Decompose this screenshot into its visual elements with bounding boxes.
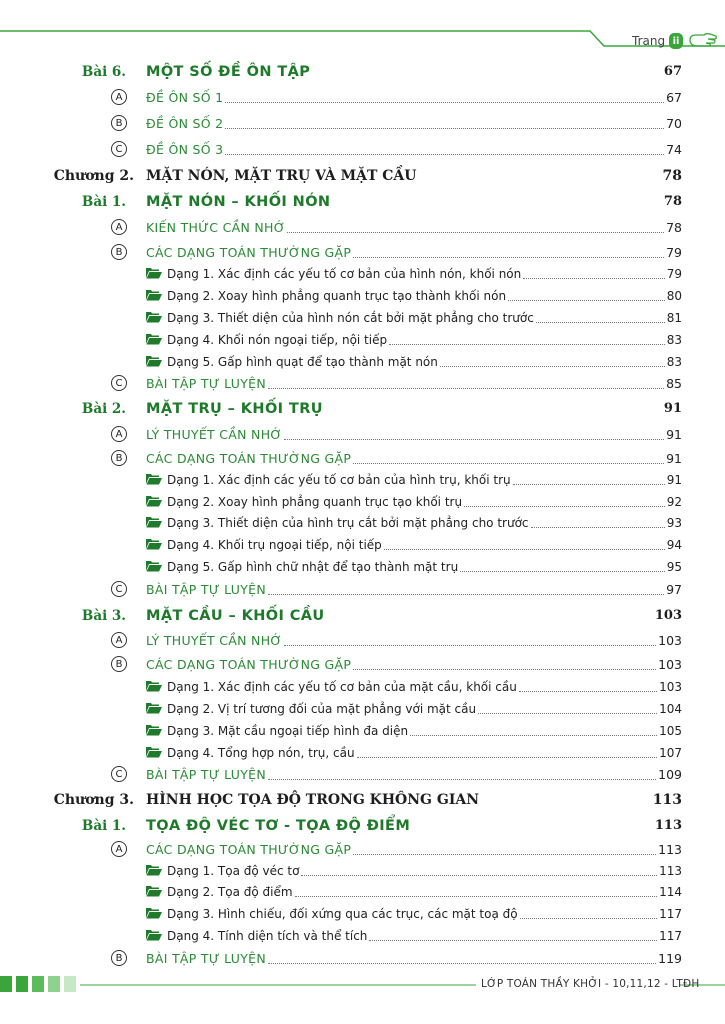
page-number: 113 (652, 792, 682, 808)
lesson-label: Bài 6. (81, 64, 126, 80)
folder-open-icon (146, 929, 162, 941)
folder-open-icon (146, 289, 162, 301)
page-number: 78 (666, 220, 682, 235)
lesson-title: MỘT SỐ ĐỀ ÔN TẬP (146, 64, 311, 80)
item-title: Dạng 1. Xác định các yếu tố cơ bản của mặt cầu, khối cầu (167, 680, 517, 694)
toc-entry-section[interactable] (0, 765, 725, 785)
toc-entry-item[interactable] (0, 352, 725, 372)
dotted-leader (464, 506, 665, 507)
chapter-label: Chương 2. (53, 168, 134, 184)
item-title: Dạng 4. Khối trụ ngoại tiếp, nội tiếp (167, 538, 382, 552)
section-title: LÝ THUYẾT CẦN NHỚ (146, 633, 283, 648)
item-title: Dạng 3. Thiết diện của hình trụ cắt bởi mặt phẳng cho trước (167, 516, 529, 530)
toc-entry-item[interactable] (0, 492, 725, 512)
section-letter-badge: A (111, 219, 127, 235)
dotted-leader (225, 102, 664, 103)
section-letter-badge: A (111, 89, 127, 105)
item-title: Dạng 2. Tọa độ điểm (167, 885, 293, 899)
page-number: 109 (658, 767, 682, 782)
dotted-leader (225, 128, 664, 129)
section-letter-badge: C (111, 581, 127, 597)
section-title: BÀI TẬP TỰ LUYỆN (146, 582, 266, 597)
dotted-leader (301, 875, 657, 876)
page-number: 104 (659, 702, 682, 716)
page-number: 91 (666, 473, 682, 487)
section-title: CÁC DẠNG TOÁN THƯỜNG GẶP (146, 245, 352, 260)
dotted-leader (295, 896, 658, 897)
page-number: 93 (666, 516, 682, 530)
dotted-leader (287, 232, 664, 233)
dotted-leader (284, 645, 656, 646)
toc-entry-item[interactable] (0, 677, 725, 697)
toc-entry-lesson[interactable] (0, 816, 725, 836)
page-number: 78 (662, 168, 682, 184)
toc-entry-item[interactable] (0, 286, 725, 306)
toc-entry-section[interactable] (0, 218, 725, 238)
toc-entry-item[interactable] (0, 699, 725, 719)
toc-entry-item[interactable] (0, 904, 725, 924)
dotted-leader (225, 154, 664, 155)
section-title: CÁC DẠNG TOÁN THƯỜNG GẶP (146, 657, 352, 672)
folder-open-icon (146, 267, 162, 279)
section-letter-badge: B (111, 656, 127, 672)
toc-entry-item[interactable] (0, 513, 725, 533)
item-title: Dạng 3. Hình chiếu, đối xứng qua các trục, các mặt toạ độ (167, 907, 518, 921)
page-number: 107 (659, 746, 682, 760)
page-number: 97 (666, 582, 682, 597)
item-title: Dạng 1. Tọa độ véc tơ (167, 864, 300, 878)
pointing-hand-icon (688, 31, 718, 49)
toc-entry-item[interactable] (0, 882, 725, 902)
page-number: 67 (666, 90, 682, 105)
dotted-leader (478, 713, 657, 714)
item-title: Dạng 4. Tính diện tích và thể tích (167, 929, 368, 943)
toc-entry-item[interactable] (0, 308, 725, 328)
page-number: 113 (654, 818, 682, 833)
lesson-title: MẶT TRỤ – KHỐI TRỤ (146, 401, 323, 417)
dotted-leader (519, 691, 657, 692)
dotted-leader (513, 484, 665, 485)
dotted-leader (353, 669, 656, 670)
item-title: Dạng 1. Xác định các yếu tố cơ bản của hình trụ, khối trụ (167, 473, 511, 487)
lesson-title: TỌA ĐỘ VÉC TƠ - TỌA ĐỘ ĐIỂM (146, 818, 411, 834)
toc-entry-section[interactable] (0, 840, 725, 860)
page-label: Trang (632, 34, 666, 48)
folder-open-icon (146, 864, 162, 876)
toc-entry-lesson[interactable] (0, 192, 725, 212)
folder-open-icon (146, 355, 162, 367)
section-letter-badge: C (111, 766, 127, 782)
page-number: 103 (654, 608, 682, 623)
folder-open-icon (146, 746, 162, 758)
folder-open-icon (146, 907, 162, 919)
lesson-label: Bài 1. (81, 194, 126, 210)
dotted-leader (268, 594, 664, 595)
page-number: 83 (666, 333, 682, 347)
section-letter-badge: A (111, 841, 127, 857)
page-number: 103 (658, 633, 682, 648)
item-title: Dạng 5. Gấp hình chữ nhật để tạo thành mặt trụ (167, 560, 459, 574)
page-number: 105 (659, 724, 682, 738)
dotted-leader (268, 779, 656, 780)
footer-text: LỚP TOÁN THẦY KHỞI - 10,11,12 - LTĐH (481, 978, 700, 990)
section-title: CÁC DẠNG TOÁN THƯỜNG GẶP (146, 842, 352, 857)
folder-open-icon (146, 885, 162, 897)
section-title: BÀI TẬP TỰ LUYỆN (146, 376, 266, 391)
dotted-leader (460, 571, 665, 572)
page-number: 79 (666, 267, 682, 281)
section-title: BÀI TẬP TỰ LUYỆN (146, 951, 266, 966)
folder-open-icon (146, 538, 162, 550)
page-number: 80 (666, 289, 682, 303)
page-number: 95 (666, 560, 682, 574)
toc-entry-chapter[interactable] (0, 166, 725, 186)
dotted-leader (357, 757, 658, 758)
toc-entry-chapter[interactable] (0, 790, 725, 810)
toc-entry-section[interactable] (0, 580, 725, 600)
toc-entry-section[interactable] (0, 140, 725, 160)
toc-entry-section[interactable] (0, 425, 725, 445)
toc-entry-item[interactable] (0, 743, 725, 763)
section-letter-badge: A (111, 426, 127, 442)
chapter-title: HÌNH HỌC TỌA ĐỘ TRONG KHÔNG GIAN (146, 792, 480, 808)
page-number: 114 (659, 885, 682, 899)
folder-open-icon (146, 680, 162, 692)
page-number: 74 (666, 142, 682, 157)
page-number: 103 (658, 657, 682, 672)
toc-entry-item[interactable] (0, 721, 725, 741)
page-number: 113 (658, 842, 682, 857)
toc-entry-section[interactable] (0, 243, 725, 263)
page-number: 117 (659, 929, 682, 943)
dotted-leader (353, 854, 656, 855)
folder-open-icon (146, 724, 162, 736)
section-letter-badge: A (111, 632, 127, 648)
toc-entry-item[interactable] (0, 861, 725, 881)
toc-entry-item[interactable] (0, 557, 725, 577)
toc-entry-section[interactable] (0, 114, 725, 134)
dotted-leader (268, 388, 664, 389)
page-number: 91 (663, 401, 682, 416)
folder-open-icon (146, 473, 162, 485)
toc-entry-item[interactable] (0, 926, 725, 946)
toc-entry-section[interactable] (0, 655, 725, 675)
page-number: 119 (658, 951, 682, 966)
section-title: KIẾN THỨC CẦN NHỚ (146, 220, 286, 235)
folder-open-icon (146, 516, 162, 528)
toc-entry-item[interactable] (0, 330, 725, 350)
section-letter-badge: C (111, 375, 127, 391)
page-number: 94 (666, 538, 682, 552)
chapter-title: MẶT NÓN, MẶT TRỤ VÀ MẶT CẦU (146, 168, 417, 184)
dotted-leader (353, 257, 664, 258)
folder-open-icon (146, 560, 162, 572)
item-title: Dạng 5. Gấp hình quạt để tạo thành mặt nón (167, 355, 438, 369)
dotted-leader (268, 963, 656, 964)
page-number: 79 (666, 245, 682, 260)
folder-open-icon (146, 333, 162, 345)
item-title: Dạng 3. Mặt cầu ngoại tiếp hình đa diện (167, 724, 409, 738)
toc-entry-section[interactable] (0, 88, 725, 108)
section-letter-badge: C (111, 141, 127, 157)
toc-entry-section[interactable] (0, 949, 725, 969)
section-letter-badge: B (111, 115, 127, 131)
dotted-leader (369, 940, 657, 941)
item-title: Dạng 2. Xoay hình phẳng quanh trục tạo khối trụ (167, 495, 463, 509)
toc-entry-lesson[interactable] (0, 606, 725, 626)
item-title: Dạng 3. Thiết diện của hình nón cắt bởi mặt phẳng cho trước (167, 311, 534, 325)
section-letter-badge: B (111, 244, 127, 260)
toc-entry-lesson[interactable] (0, 399, 725, 419)
page-number: 91 (666, 451, 682, 466)
item-title: Dạng 2. Xoay hình phẳng quanh trục tạo thành khối nón (167, 289, 507, 303)
dotted-leader (523, 278, 664, 279)
dotted-leader (410, 735, 657, 736)
dotted-leader (284, 439, 664, 440)
header-rule (0, 0, 725, 60)
page-number: 67 (663, 64, 682, 79)
item-title: Dạng 4. Khối nón ngoại tiếp, nội tiếp (167, 333, 388, 347)
dotted-leader (353, 463, 664, 464)
lesson-label: Bài 1. (81, 818, 126, 834)
section-letter-badge: B (111, 950, 127, 966)
item-title: Dạng 4. Tổng hợp nón, trụ, cầu (167, 746, 355, 760)
lesson-label: Bài 2. (81, 401, 126, 417)
dotted-leader (536, 322, 665, 323)
dotted-leader (531, 527, 665, 528)
dotted-leader (508, 300, 665, 301)
toc-entry-item[interactable] (0, 264, 725, 284)
page-number: 103 (659, 680, 682, 694)
page-number-badge: ii (669, 33, 683, 49)
dotted-leader (440, 366, 665, 367)
section-title: LÝ THUYẾT CẦN NHỚ (146, 427, 283, 442)
page-number: 70 (666, 116, 682, 131)
toc-entry-section[interactable] (0, 631, 725, 651)
section-title: CÁC DẠNG TOÁN THƯỜNG GẶP (146, 451, 352, 466)
lesson-title: MẶT CẦU – KHỐI CẦU (146, 608, 325, 624)
section-letter-badge: B (111, 450, 127, 466)
page-number: 92 (666, 495, 682, 509)
toc-entry-item[interactable] (0, 470, 725, 490)
toc-entry-section[interactable] (0, 449, 725, 469)
dotted-leader (384, 549, 665, 550)
item-title: Dạng 1. Xác định các yếu tố cơ bản của hình nón, khối nón (167, 267, 522, 281)
page-number: 113 (659, 864, 682, 878)
lesson-title: MẶT NÓN – KHỐI NÓN (146, 194, 331, 210)
dotted-leader (520, 918, 657, 919)
folder-open-icon (146, 495, 162, 507)
section-title: ĐỀ ÔN SỐ 1 (146, 90, 224, 105)
chapter-label: Chương 3. (53, 792, 134, 808)
page-number: 83 (666, 355, 682, 369)
page-number: 91 (666, 427, 682, 442)
section-title: ĐỀ ÔN SỐ 2 (146, 116, 224, 131)
toc-entry-item[interactable] (0, 535, 725, 555)
folder-open-icon (146, 311, 162, 323)
toc-entry-lesson[interactable] (0, 62, 725, 82)
folder-open-icon (146, 702, 162, 714)
lesson-label: Bài 3. (81, 608, 126, 624)
section-title: ĐỀ ÔN SỐ 3 (146, 142, 224, 157)
toc-entry-section[interactable] (0, 374, 725, 394)
section-title: BÀI TẬP TỰ LUYỆN (146, 767, 266, 782)
dotted-leader (389, 344, 665, 345)
item-title: Dạng 2. Vị trí tương đối của mặt phẳng với mặt cầu (167, 702, 477, 716)
page-number: 85 (666, 376, 682, 391)
page-number: 78 (663, 194, 682, 209)
page-number: 117 (659, 907, 682, 921)
page-number: 81 (666, 311, 682, 325)
